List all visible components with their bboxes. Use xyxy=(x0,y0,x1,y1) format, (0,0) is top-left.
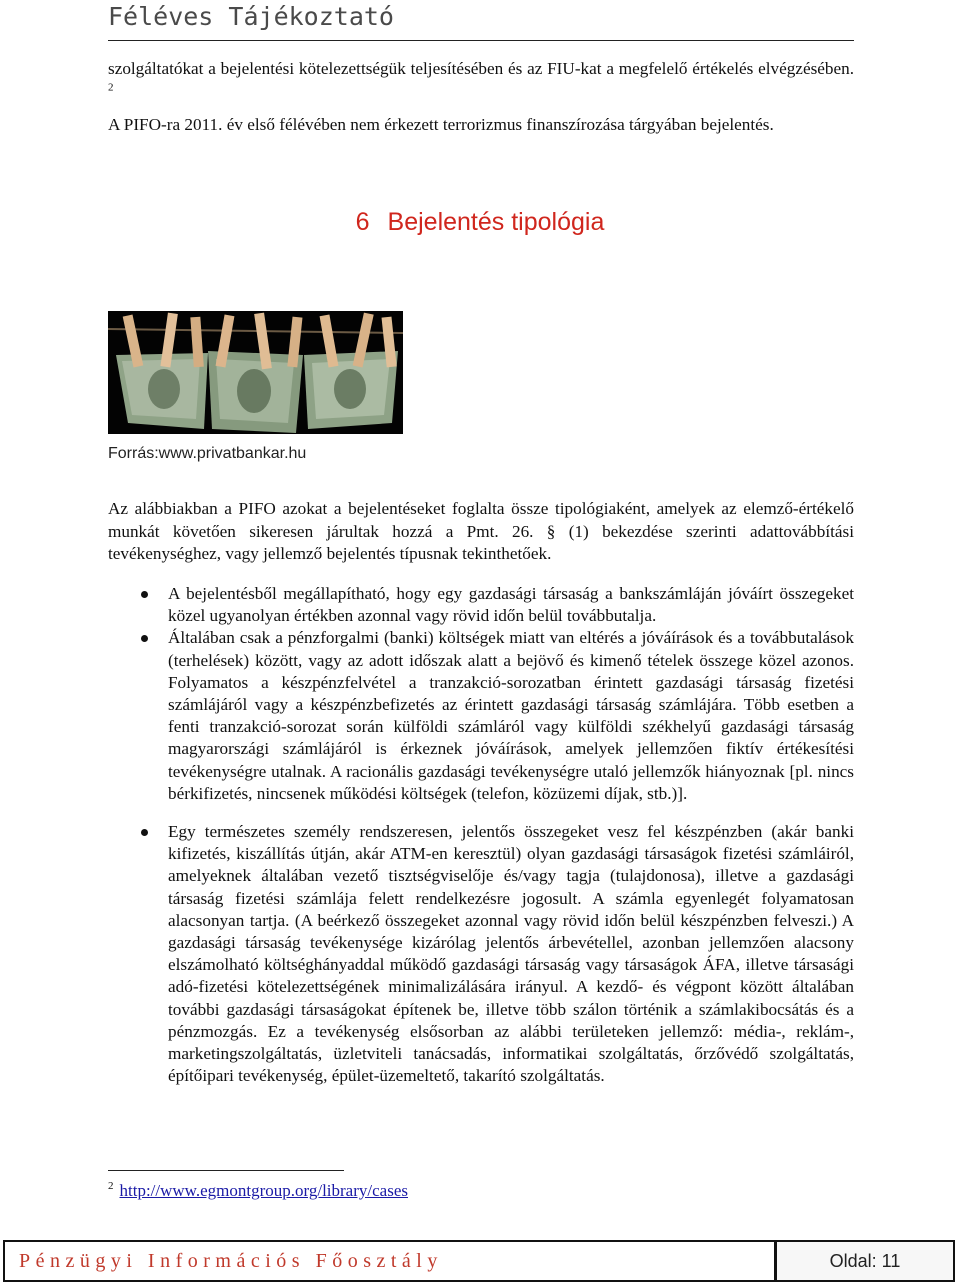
list-item xyxy=(108,583,854,627)
intro-paragraph xyxy=(108,58,854,103)
header-title: Féléves Tájékoztató xyxy=(108,2,394,31)
list-item-text: Általában csak a pénzforgalmi (banki) költségek miatt van eltérés a jóváírások és a továbbutalások (terhelések) között, vagy az adott időszak alatt a bejövő és kimenő tételek összege közel azonos. Folyamatos a készpénzfelvétel a tranzakció-sorozatban érintett gazdasági társaság fizetési számlájáról vagy a készpénzbefizetés az érintett gazdasági társaság számlájára. Több esetben a fenti tranzakció-sorozat során külföldi számláról vagy külföldi székhelyű gazdasági társaság magyarországi számlájáról is érkeznek jóváírások, amelyek jellemzően fiktív értékesítési tevékenységre utalnak. A racionális gazdasági tevékenységre utaló jellemzők hiányoznak [pl. nincs bérkifizetés, nincsenek működési költségek (telefon, közüzemi díjak, stb.)]. xyxy=(168,628,854,803)
section-heading xyxy=(0,208,960,237)
money-on-clothesline-image xyxy=(108,311,403,434)
list-item-text: Egy természetes személy rendszeresen, jelentős összegeket vesz fel készpénzben (akár banki kifizetés, kiszállítás útján, akár ATM-en keresztül) olyan gazdasági társaságok fizetési számláiról, amelyeknek általában vezető tisztségviselője és/vagy tagja (tulajdonosa), illetve a gazdasági társaság fizetési számlája felett rendelkezésre jogosult. A számla egyenlegét folyamatosan alacsonyan tartja. (A beérkező összegeket azonnal vagy rövid időn belül készpénzben felveszi.) A gazdasági társaság tevékenysége kizárólag jelentős árbevétellel, azonban jellemzően alacsony elszámolható költséghányaddal működő gazdasági társaság vagy társaságok ÁFA, illetve társasági adó-fizetési kötelezettségének minimalizálására irányul. A kezdő- és végpont között általában további gazdasági társaságokat építenek be, illetve több szálon történik a számlakibocsátás és a pénzmozgás. Ez a tevékenység elsősorban az alábbi területeken jellemző: média-, reklám-, marketingszolgáltatás, üzletviteli tanácsadás, informatikai szolgáltatás, őrzővédő szolgáltatás, építőipari tevékenység, épület-üzemeltető, takarító szolgáltatás. xyxy=(168,822,854,1086)
typology-list xyxy=(108,583,854,1087)
footnote xyxy=(108,1180,408,1201)
page-number: Oldal: 11 xyxy=(774,1242,953,1280)
footnote-link[interactable]: http://www.egmontgroup.org/library/cases xyxy=(119,1180,408,1200)
footnote-reference: 2 xyxy=(108,80,114,93)
clothespin-money-photo xyxy=(108,311,403,434)
footnote-divider xyxy=(108,1170,344,1171)
bullet-icon xyxy=(141,829,148,836)
list-item xyxy=(108,821,854,1087)
bullet-icon xyxy=(141,635,148,642)
figure-caption: Forrás:www.privatbankar.hu xyxy=(108,445,307,462)
header-divider xyxy=(108,40,854,41)
section-number: 6 xyxy=(355,208,370,236)
body-paragraph: Az alábbiakban a PIFO azokat a bejelentéseket foglalta össze tipológiaként, amelyek az elemző-értékelő munkát követően sikeresen járultak hozzá a Pmt. 26. § (1) bekezdése szerinti adattovábbítási tevékenységhez, vagy jellemző bejelentés típusnak tekinthetőek. xyxy=(108,499,854,563)
bullet-icon xyxy=(141,591,148,598)
page-footer xyxy=(3,1240,955,1282)
no-terrorism-paragraph: A PIFO-ra 2011. év első félévében nem érkezett terrorizmus finanszírozása tárgyában bejelentés. xyxy=(108,115,774,134)
footnote-number: 2 xyxy=(108,1180,114,1192)
footer-org: Pénzügyi Információs Főosztály xyxy=(19,1250,443,1272)
list-item-text: A bejelentésből megállapítható, hogy egy gazdasági társaság a bankszámláján jóváírt összegeket közel ugyanolyan értékben azonnal vagy rövid időn belül továbbutalja. xyxy=(168,584,854,626)
list-item xyxy=(108,627,854,805)
section-title: Bejelentés tipológia xyxy=(387,208,605,236)
intro-text: szolgáltatókat a bejelentési kötelezettségük teljesítésében és az FIU-kat a megfelelő értékelés elvégzésében. xyxy=(108,59,854,78)
